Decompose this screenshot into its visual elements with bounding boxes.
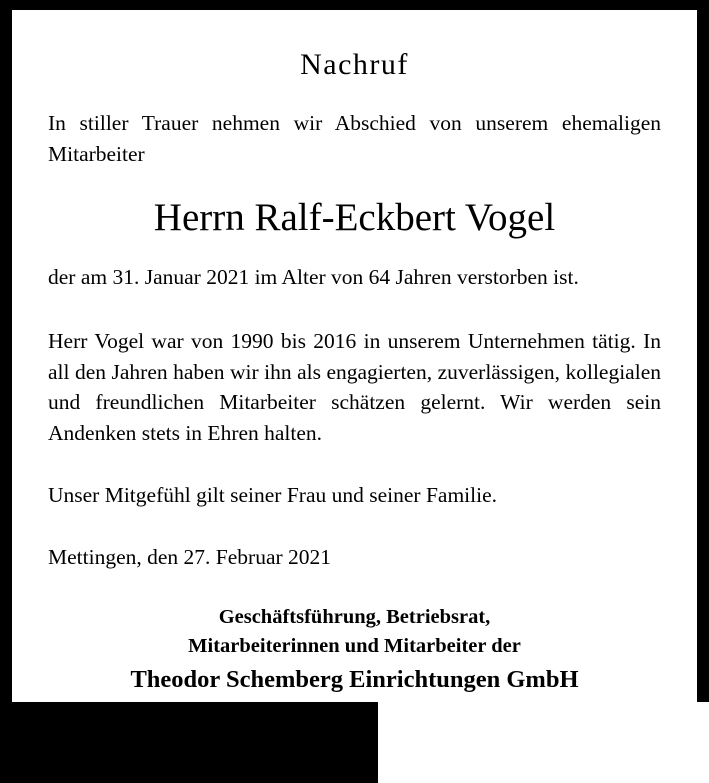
signature-line-3: Theodor Schemberg Einrichtungen GmbH	[130, 666, 579, 694]
page-title: Nachruf	[300, 48, 409, 81]
signature-line-1: Geschäftsführung, Betriebsrat,	[218, 605, 491, 628]
deceased-name: Herrn Ralf-Eckbert Vogel	[153, 196, 556, 240]
death-line: der am 31. Januar 2021 im Alter von 64 Jahren verstorben ist.	[48, 264, 579, 289]
bottom-white-area	[378, 702, 709, 783]
signature-block	[48, 603, 661, 699]
place-and-date: Mettingen, den 27. Februar 2021	[48, 544, 332, 569]
body-text: Herr Vogel war von 1990 bis 2016 in unserem Unternehmen tätig. In all den Jahren haben wir ihn als engagierten, zuverlässigen, kollegialen und freundlichen Mitarbeiter schätzen gelernt. Wir werden sein Andenken stets in Ehren halten.	[48, 329, 661, 445]
obituary-card	[12, 10, 697, 702]
condolence-text: Unser Mitgefühl gilt seiner Frau und seiner Familie.	[48, 483, 498, 508]
signature-line-2: Mitarbeiterinnen und Mitarbeiter der	[188, 635, 521, 658]
intro-text: In stiller Trauer nehmen wir Abschied von unserem ehemaligen Mitarbeiter	[48, 111, 661, 166]
